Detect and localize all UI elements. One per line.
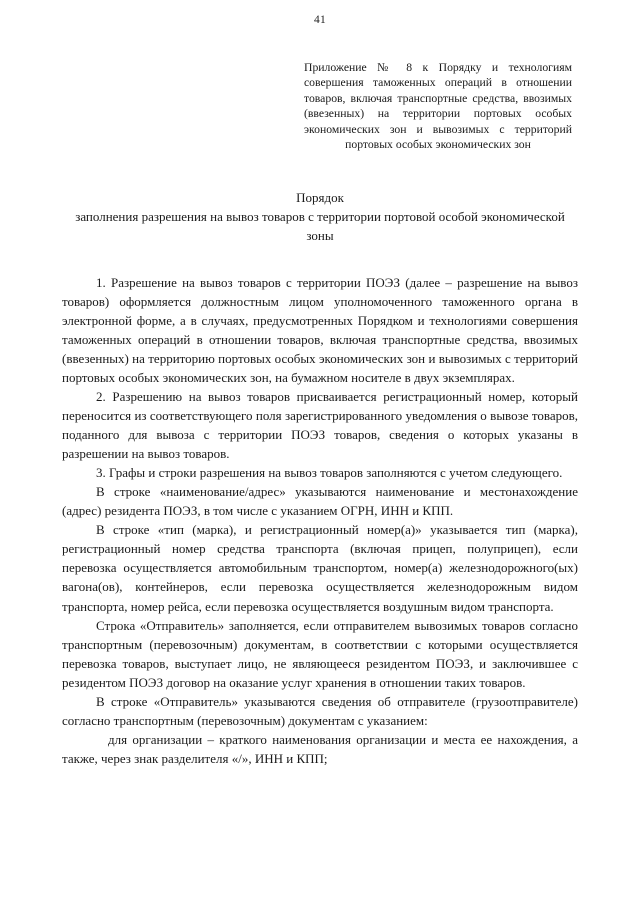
paragraph-3: 3. Графы и строки разрешения на вывоз товаров заполняются с учетом следующего. [96, 465, 563, 481]
appendix-note-text: Приложение № 8 к Порядку и технологиям совершения таможенных операций в отношении товаров, включая транспортные средства, ввозимых (ввезенных) на территории портовых особых экономических зон и вывозимых с территорий портовых особых экономических зон [304, 61, 572, 152]
page-number: 41 [314, 14, 326, 26]
paragraph-6: Строка «Отправитель» заполняется, если отправителем вывозимых товаров согласно транспортным (перевозочным) документам, в соответствии с которыми осуществляется перевозка товаров, выступает лицо, не являющееся резидентом ПОЭЗ, и заключившее с резидентом ПОЭЗ договор на оказание услуг хранения в отношении таких товаров. [62, 617, 578, 690]
paragraph-2: 2. Разрешению на вывоз товаров присваивается регистрационный номер, который переносится из соответствующего поля зарегистрированного уведомления о вывозе товаров, поданного для вывоза с территории ПОЭЗ товаров, сведения о которых указаны в разрешении на вывоз товаров. [62, 389, 578, 462]
page-title: Порядок [296, 189, 344, 205]
appendix-reference-note [304, 60, 572, 153]
paragraph-1: 1. Разрешение на вывоз товаров с территории ПОЭЗ (далее – разрешение на вывоз товаров) оформляется должностным лицом уполномоченного таможенного органа в электронной форме, а в случаях, предусмотренных Порядком и технологиями совершения таможенных операций в отношении товаров, включая транспортные средства, ввозимых (ввезенных) на территорию портовых особых экономических зон и вывозимых с территорий портовых особых экономических зон, на бумажном носителе в двух экземплярах. [62, 274, 578, 386]
document-title [62, 189, 578, 245]
paragraph-4: В строке «наименование/адрес» указываются наименование и местонахождение (адрес) резидента ПОЭЗ, в том числе с указанием ОГРН, ИНН и КПП. [62, 484, 578, 519]
document-body [62, 273, 578, 768]
paragraph-8: для организации – краткого наименования организации и места ее нахождения, а также, через знак разделителя «/», ИНН и КПП; [62, 731, 578, 766]
page-subtitle: заполнения разрешения на вывоз товаров с территории портовой особой экономической зоны [75, 209, 565, 243]
paragraph-7: В строке «Отправитель» указываются сведения об отправителе (грузоотправителе) согласно транспортным (перевозочным) документам с указанием: [62, 693, 578, 728]
paragraph-5: В строке «тип (марка), и регистрационный номер(а)» указывается тип (марка), регистрационный номер средства транспорта (включая прицеп, полуприцеп), если перевозка осуществляется автомобильным транспортом, номер(а) железнодорожного(ых) вагона(ов), контейнеров, если перевозка осуществляется железнодорожным видом транспорта, номер рейса, если перевозка осуществляется воздушным видом транспорта. [62, 522, 578, 614]
